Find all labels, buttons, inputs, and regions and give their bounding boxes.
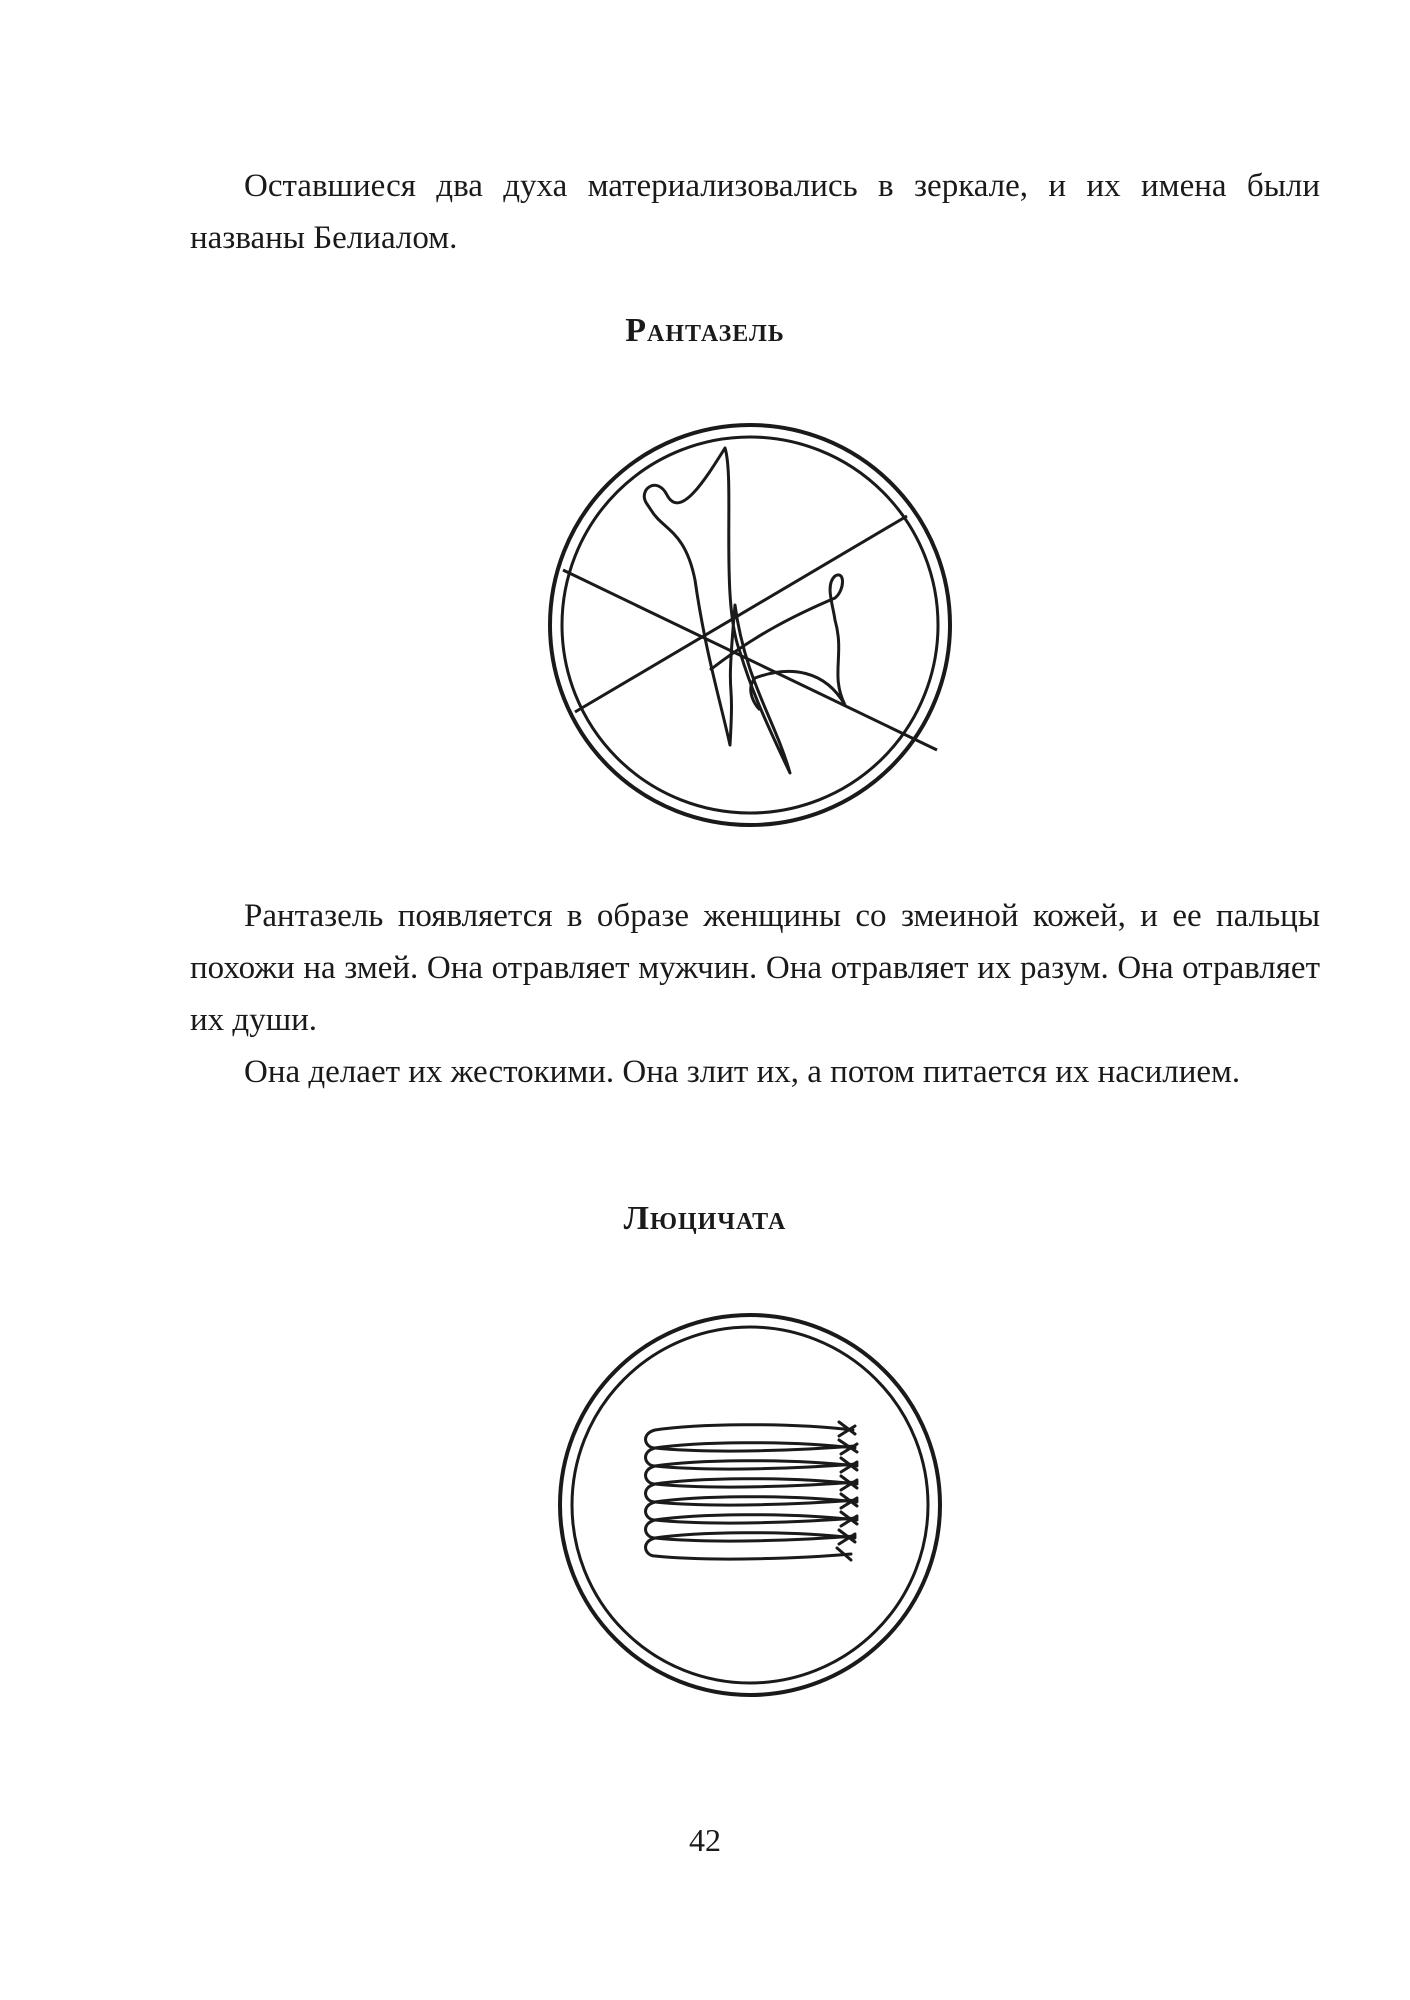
paragraph-intro: Оставшиеся два духа материализовались в зеркале, и их имена были названы Белиалом. <box>190 168 1320 256</box>
paragraph-rantazel-2: Она делает их жестокими. Она злит их, а потом питается их насилием. <box>244 1054 1241 1090</box>
paragraph-rantazel-1: Рантазель появляется в образе женщины со змеиной кожей, и ее пальцы похожи на змей. Она отравляет мужчин. Она отравляет их разум. Она отравляет их души. <box>190 898 1320 1038</box>
heading-rantazel: Рантазель <box>625 312 785 349</box>
sigil-rantazel <box>545 420 955 830</box>
page-number: 42 <box>689 1822 721 1858</box>
heading-lyucichata: Люцичата <box>623 1200 787 1237</box>
sigil-lyucichata <box>555 1310 945 1700</box>
